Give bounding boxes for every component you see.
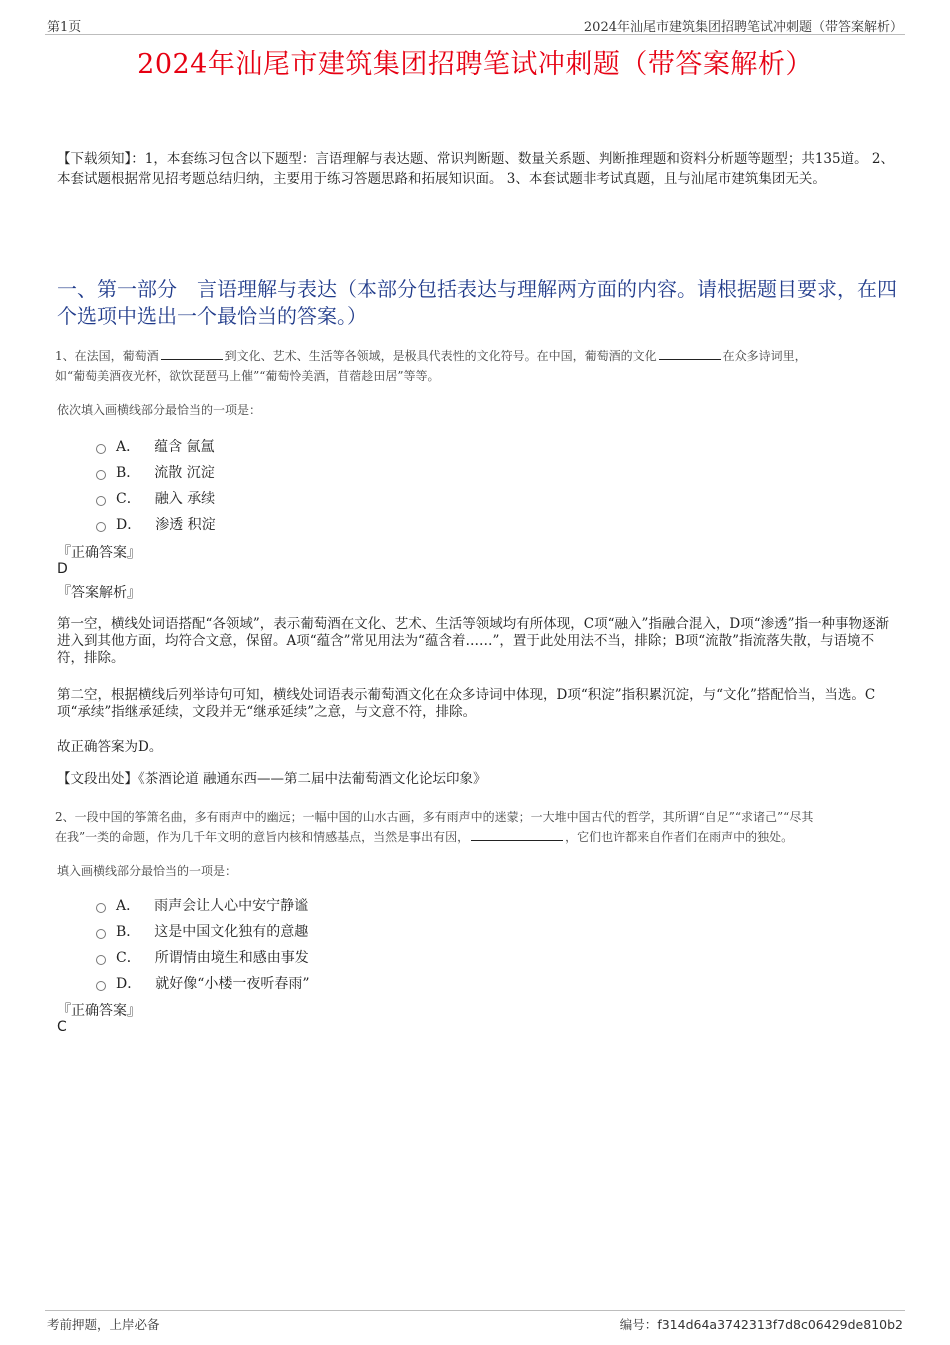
fill-blank (471, 828, 563, 841)
option-b[interactable]: B． 这是中国文化独有的意趣 (96, 918, 310, 944)
option-d[interactable]: D． 就好像“小楼一夜听春雨” (96, 970, 310, 996)
radio-icon[interactable] (96, 981, 106, 991)
footer-slogan: 考前押题，上岸必备 (47, 1317, 160, 1332)
fill-blank (659, 347, 721, 360)
question-1-part-d: 如“葡萄美酒夜光杯，欲饮琵琶马上催”“葡萄怜美酒，苜蓿趁田居”等等。 (55, 369, 440, 383)
option-d[interactable]: D． 渗透 积淀 (96, 511, 216, 537)
radio-icon[interactable] (96, 955, 106, 965)
document-title: 2024年汕尾市建筑集团招聘笔试冲刺题（带答案解析） (137, 49, 813, 80)
radio-icon[interactable] (96, 522, 106, 532)
question-2-answer-label: 『正确答案』 (57, 1003, 141, 1019)
download-notice: 【下载须知】：1，本套练习包含以下题型：言语理解与表达题、常识判断题、数量关系题、判断推理题和资料分析题等题型；共135道。 2、本套试题根据常见招考题总结归纳，主要用于练习答题思路和拓展知识面。 3、本套试题非考试真题，且与汕尾市建筑集团无关。 (57, 151, 894, 187)
question-2-part-a: 2、一段中国的筝箫名曲，多有雨声中的幽远；一幅中国的山水古画，多有雨声中的迷蒙；一大堆中国古代的哲学，其所谓“自足”“求诸己”“尽其 (55, 810, 814, 824)
question-1-options (96, 433, 216, 537)
question-2-answer: C (57, 1019, 67, 1035)
option-a[interactable]: A． 雨声会让人心中安宁静谧 (96, 892, 310, 918)
question-1-analysis-2: 第二空，根据横线后列举诗句可知，横线处词语表示葡萄酒文化在众多诗词中体现，D项“积淀”指积累沉淀，与“文化”搭配恰当，当选。C项“承续”指继承延续，文段并无“继承延续”之意，与文意不符，排除。 (57, 687, 876, 720)
question-2-part-b: 在我”一类的命题，作为几千年文明的意旨内核和情感基点，当然是事出有因， (55, 830, 470, 844)
question-2-options (96, 892, 310, 996)
question-1-conclusion: 故正确答案为D。 (57, 739, 163, 755)
question-1-answer: D (57, 561, 68, 577)
radio-icon[interactable] (96, 929, 106, 939)
option-a[interactable]: A． 蕴含 氤氲 (96, 433, 216, 459)
header-doc-title: 2024年汕尾市建筑集团招聘笔试冲刺题（带答案解析） (583, 20, 903, 35)
question-1-part-a: 1、在法国，葡萄酒 (55, 349, 159, 363)
page-number: 第1页 (47, 20, 82, 35)
question-1-analysis-label: 『答案解析』 (57, 585, 141, 601)
question-1-source: 【文段出处】《茶酒论道 融通东西——第二届中法葡萄酒文化论坛印象》 (57, 771, 487, 787)
question-1-text (55, 346, 905, 386)
fill-blank (161, 347, 223, 360)
radio-icon[interactable] (96, 444, 106, 454)
question-1-part-c: 在众多诗词里， (722, 349, 807, 363)
question-1-answer-label: 『正确答案』 (57, 545, 141, 561)
option-b[interactable]: B． 流散 沉淀 (96, 459, 216, 485)
question-2-prompt: 填入画横线部分最恰当的一项是： (57, 864, 238, 878)
radio-icon[interactable] (96, 903, 106, 913)
page-header (45, 14, 905, 35)
option-c[interactable]: C． 所谓情由境生和感由事发 (96, 944, 310, 970)
footer-serial: 编号：f314d64a3742313f7d8c06429de810b2 (619, 1317, 903, 1332)
option-c[interactable]: C． 融入 承续 (96, 485, 216, 511)
question-1-prompt: 依次填入画横线部分最恰当的一项是： (57, 403, 262, 417)
section-title: 一、第一部分 言语理解与表达（本部分包括表达与理解两方面的内容。请根据题目要求，在四个选项中选出一个最恰当的答案。） (57, 277, 897, 328)
page-footer (45, 1310, 905, 1333)
radio-icon[interactable] (96, 470, 106, 480)
question-2-text (55, 807, 905, 847)
question-1-part-b: 到文化、艺术、生活等各领域，是极具代表性的文化符号。在中国，葡萄酒的文化 (224, 349, 657, 363)
serial-number: f314d64a3742313f7d8c06429de810b2 (657, 1317, 903, 1332)
radio-icon[interactable] (96, 496, 106, 506)
question-1-analysis-1: 第一空，横线处词语搭配“各领域”，表示葡萄酒在文化、艺术、生活等领域均有所体现，C项“融入”指融合混入，D项“渗透”指一种事物逐渐进入到其他方面，均符合文意，保留。A项“蕴含”常见用法为“蕴含着……”，置于此处用法不当，排除；B项“流散”指流落失散，与语境不符，排除。 (57, 616, 890, 666)
question-2-part-c: ，它们也许都来自作者们在雨声中的独处。 (565, 830, 794, 844)
